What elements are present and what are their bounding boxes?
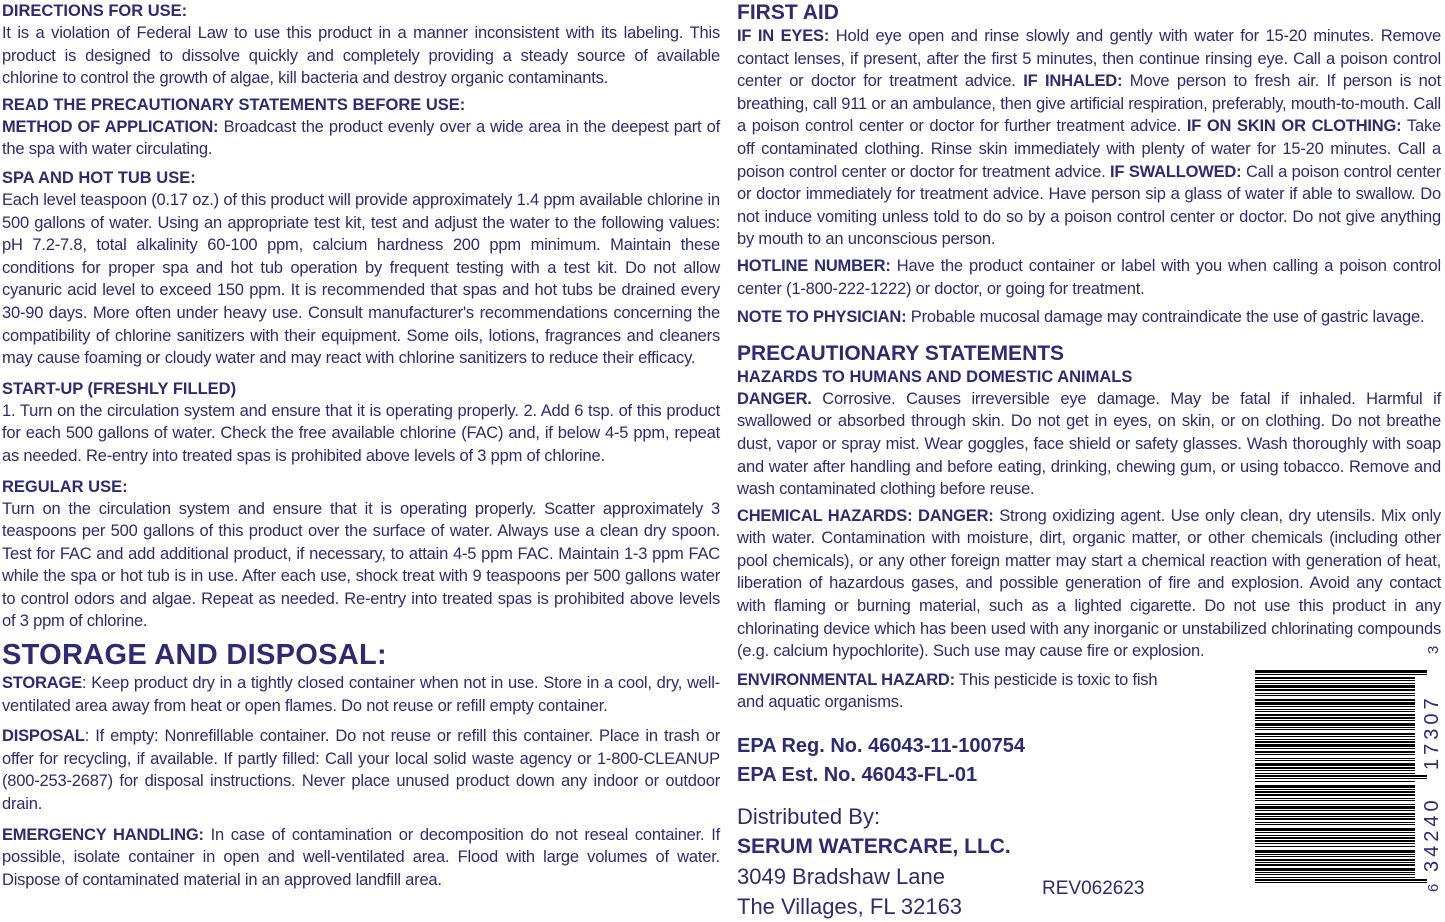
barcode-bar [1255, 741, 1415, 743]
barcode-bar [1255, 872, 1415, 873]
barcode-bar [1255, 693, 1415, 694]
barcode-bar [1255, 736, 1415, 737]
barcode-bar [1255, 862, 1415, 863]
barcode-bar [1255, 680, 1415, 681]
danger-text: Corrosive. Causes irreversible eye damage. May be fatal if inhaled. Harmful if swallowed or absorbed through skin. Do not get in eyes, on skin, or on clothing. Do not breathe dust, vapor or spray mist. Wear goggles, face shield or safety glasses. Wash thoroughly with soap and water after handling and before eating, drinking, chewing gum, or using tobacco. Remove and wash contaminated clothing before reuse. [737, 389, 1441, 499]
barcode-bar [1255, 778, 1427, 779]
barcode-bar [1255, 767, 1415, 769]
barcode-bar [1255, 806, 1415, 809]
disposal-paragraph [2, 725, 720, 815]
barcode-bar [1255, 794, 1415, 796]
barcode-bar [1255, 879, 1427, 881]
barcode-bar [1255, 699, 1415, 701]
barcode-bar [1255, 840, 1415, 842]
skin-label: IF ON SKIN OR CLOTHING: [1186, 117, 1402, 136]
physician-label: NOTE TO PHYSICIAN: [737, 308, 907, 327]
method-of-application [2, 116, 720, 161]
directions-title: DIRECTIONS FOR USE: [2, 2, 188, 20]
barcode-check-digit: 3 [1425, 645, 1442, 654]
barcode-bar [1255, 864, 1415, 866]
inhaled-label: IF INHALED: [1023, 72, 1123, 91]
barcode-bar [1255, 789, 1415, 790]
barcode-bar [1255, 798, 1415, 799]
barcode-bar [1255, 717, 1415, 719]
barcode-bar [1255, 733, 1415, 735]
directions-text: It is a violation of Federal Law to use this product in a manner inconsistent with its labeling. This product is designed to dissolve quickly and completely providing a steady source of available chlorine to control the growth of algae, kill bacteria and destroy organic contaminants. [2, 24, 720, 88]
barcode-bar [1255, 816, 1415, 817]
hotline-text: Have the product container or label with you when calling a poison control center (1-800-222-1222) or doctor, or going for treatment. [737, 256, 1441, 298]
env-label: ENVIRONMENTAL HAZARD: [737, 670, 955, 689]
swallowed-label: IF SWALLOWED: [1110, 162, 1242, 181]
eyes-text: Hold eye open and rinse slowly and gently with water for 15-20 minutes. Remove contact lenses, if present, after the first 5 minutes, then continue rinsing eye. Call a poison control center or doctor for treatment advice. [737, 27, 1441, 91]
hotline-paragraph [737, 255, 1441, 300]
barcode-bar [1255, 702, 1415, 705]
chemical-text: Strong oxidizing agent. Use only clean, dry utensils. Mix only with water. Contamination with moisture, dirt, organic matter, or other chemicals (including other pool chemicals), or any other foreign matter may start a chemical reaction with generation of heat, liberation of hazardous gases, and possible generation of fire and explosion. Avoid any contact with flaming or burning material, such as a lighted cigarette. Do not use this product in any chlorinating device which has been used with any inorganic or unstabilized chlorinating compounds (e.g. calcium hypochlorite). Such use may cause fire or explosion. [737, 506, 1441, 661]
storage-label: STORAGE [2, 674, 82, 693]
environmental-paragraph [737, 669, 1187, 714]
epa-reg-number: EPA Reg. No. 46043-11-100754 [737, 735, 1025, 758]
method-text: Broadcast the product evenly over a wide area in the deepest part of the spa with water circulating. [2, 117, 720, 159]
barcode-bar [1255, 800, 1415, 801]
barcode-bar [1255, 689, 1415, 691]
barcode-bar [1255, 854, 1415, 855]
barcode-bar [1255, 744, 1415, 747]
first-aid-title: FIRST AID [737, 1, 839, 24]
method-label: METHOD OF APPLICATION: [2, 117, 219, 136]
company-name: SERUM WATERCARE, LLC. [737, 835, 1011, 859]
read-precaution-heading: READ THE PRECAUTIONARY STATEMENTS BEFORE USE: [2, 95, 466, 114]
physician-text: Probable mucosal damage may contraindicate the use of gastric lavage. [906, 308, 1425, 327]
barcode-bar [1255, 781, 1415, 782]
emergency-label: EMERGENCY HANDLING: [2, 825, 204, 844]
barcode-bar [1255, 727, 1415, 728]
eyes-label: IF IN EYES: [737, 27, 830, 45]
barcode-bar [1255, 714, 1415, 716]
storage-text: : Keep product dry in a tightly closed container when not in use. Store in a cool, dry, well-ventilated area away from heat or open flames. Do not reuse or refill empty container. [2, 674, 720, 715]
barcode-bar [1255, 828, 1415, 831]
barcode-bar [1255, 813, 1415, 815]
barcode-bar [1255, 822, 1415, 823]
barcode-bar [1255, 729, 1415, 730]
revision-code: REV062623 [1042, 878, 1145, 899]
barcode-bar [1255, 868, 1415, 871]
barcode-bar [1255, 882, 1427, 883]
first-aid-text [737, 25, 1441, 251]
barcode-number-system: 6 [1425, 883, 1442, 892]
barcode-bar [1255, 877, 1415, 878]
regular-text: Turn on the circulation system and ensure that it is operating properly. Scatter approximately 3 teaspoons per 500 gallons of this product over the surface of water. Always use a clean dry spoon. Test for FAC and add additional product, if necessary, to attain 4-5 ppm FAC. Maintain 1-3 ppm FAC while the spa or hot tub is in use. After each use, shock treat with 9 teaspoons per 500 gallons water to control odors and algae. Repeat as needed. Re-entry into treated spas is prohibited above levels of 3 ppm of chlorine. [2, 499, 720, 631]
barcode-bars [1255, 670, 1427, 883]
emergency-paragraph [2, 824, 720, 892]
barcode-bar [1255, 856, 1415, 857]
hotline-label: HOTLINE NUMBER: [737, 256, 891, 275]
inhaled-text: Move person to fresh air. If person is not breathing, call 911 or an ambulance, then give artificial respiration, preferably, mouth-to-mouth. Call a poison control center or doctor for further treatment advice. [737, 72, 1442, 136]
barcode-bar [1255, 695, 1415, 696]
barcode-bar [1255, 758, 1415, 759]
barcode-bar [1255, 837, 1415, 839]
barcode-bar [1255, 824, 1415, 825]
disposal-label: DISPOSAL [2, 727, 85, 746]
address-line-1: 3049 Bradshaw Lane [737, 864, 945, 890]
barcode-bar [1255, 832, 1415, 833]
barcode-bar [1255, 785, 1415, 788]
chemical-label: CHEMICAL HAZARDS: DANGER: [737, 506, 994, 525]
barcode-bar [1255, 677, 1415, 679]
regular-title: REGULAR USE: [2, 477, 128, 496]
storage-disposal-title: STORAGE AND DISPOSAL: [2, 639, 387, 672]
barcode-bar [1255, 804, 1415, 805]
barcode-bar [1255, 760, 1415, 761]
barcode-bar [1255, 683, 1415, 684]
skin-text: Take off contaminated clothing. Rinse skin immediately with plenty of water for 15-20 minutes. Call a poison control center or doctor for treatment advice. [737, 117, 1441, 181]
left-column [2, 0, 720, 891]
spa-title: SPA AND HOT TUB USE: [2, 168, 196, 187]
danger-paragraph [737, 388, 1441, 501]
barcode-bar [1255, 685, 1415, 688]
precautionary-title: PRECAUTIONARY STATEMENTS [737, 341, 1065, 365]
barcode-bar [1255, 709, 1415, 710]
barcode-bar [1255, 843, 1415, 844]
barcode-bar [1255, 810, 1415, 811]
barcode-bar [1255, 835, 1415, 836]
barcode-bar [1255, 846, 1415, 847]
barcode-bar [1255, 706, 1415, 707]
barcode-bar [1255, 791, 1415, 793]
upc-barcode [1253, 640, 1443, 898]
barcode-bar [1255, 711, 1415, 712]
barcode-bar [1255, 770, 1415, 771]
barcode-bar [1255, 751, 1415, 753]
barcode-bar [1255, 674, 1427, 675]
spa-text: Each level teaspoon (0.17 oz.) of this product will provide approximately 1.4 ppm available chlorine in 500 gallons of water. Using an appropriate test kit, test and adjust the water to the following values: pH 7.2-7.8, total alkalinity 60-100 ppm, calcium hardness 200 ppm minimum. Maintain these conditions for proper spa and hot tub operation by frequent testing with a test kit. Do not allow cyanuric acid level to exceed 150 ppm. It is recommended that spas and hot tubs be drained every 30-90 days. More often under heavy use. Consult manufacturer's recommendations concerning the compatibility of chlorine sanitizers with their equipment. Some oils, lotions, fragrances and cleaners may cause foaming or cloudy water and may react with chlorine sanitizers to reduce their efficacy. [2, 190, 720, 368]
danger-label: DANGER. [737, 389, 812, 408]
barcode-bar [1255, 670, 1427, 673]
barcode-bar [1255, 720, 1415, 721]
barcode-bar [1255, 754, 1415, 755]
startup-text: 1. Turn on the circulation system and ensure that it is operating properly. 2. Add 6 tsp. of this product for each 500 gallons of water. Check the free available chlorine (FAC) and, if below 4-5 ppm, repeat as needed. Re-entry into treated spas is prohibited above levels of 3 ppm of chlorine. [2, 401, 720, 465]
barcode-bar [1255, 739, 1415, 740]
physician-paragraph [737, 306, 1441, 329]
barcode-left-group: 34240 [1421, 796, 1443, 872]
barcode-bar [1255, 859, 1415, 861]
barcode-bar [1255, 748, 1415, 749]
barcode-bar [1255, 723, 1415, 726]
env-text: This pesticide is toxic to fish and aquatic organisms. [737, 670, 1158, 712]
address-line-2: The Villages, FL 32163 [737, 894, 963, 920]
barcode-bar [1255, 763, 1415, 766]
distributed-by: Distributed By: [737, 804, 881, 830]
epa-est-number: EPA Est. No. 46043-FL-01 [737, 764, 978, 787]
barcode-right-group: 17307 [1421, 694, 1443, 770]
emergency-text: In case of contamination or decomposition do not reseal container. If possible, isolate container in open and well-ventilated area. Flood with large volumes of water. Dispose of contaminated material in an approved landfill area. [2, 825, 720, 889]
startup-title: START-UP (FRESHLY FILLED) [2, 379, 237, 398]
barcode-bar [1255, 775, 1427, 777]
barcode-bar [1255, 850, 1415, 853]
swallowed-text: Call a poison control center or doctor immediately for treatment advice. Have person sip a glass of water if able to swallow. Do not induce vomiting unless told to do so by a poison control center or doctor. Do not give anything by mouth to an unconscious person. [737, 162, 1441, 249]
barcode-bar [1255, 874, 1415, 875]
disposal-text: : If empty: Nonrefillable container. Do not reuse or refill this container. Place in trash or offer for recycling, if available. If partly filled: Call your local solid waste agency or 1-800-CLEANUP (800-253-2687) for disposal instructions. Never place unused product down any indoor or outdoor drain. [2, 727, 720, 814]
storage-paragraph [2, 672, 720, 717]
barcode-bar [1255, 818, 1415, 820]
barcode-bar [1255, 773, 1415, 774]
hazards-title: HAZARDS TO HUMANS AND DOMESTIC ANIMALS [737, 367, 1133, 386]
